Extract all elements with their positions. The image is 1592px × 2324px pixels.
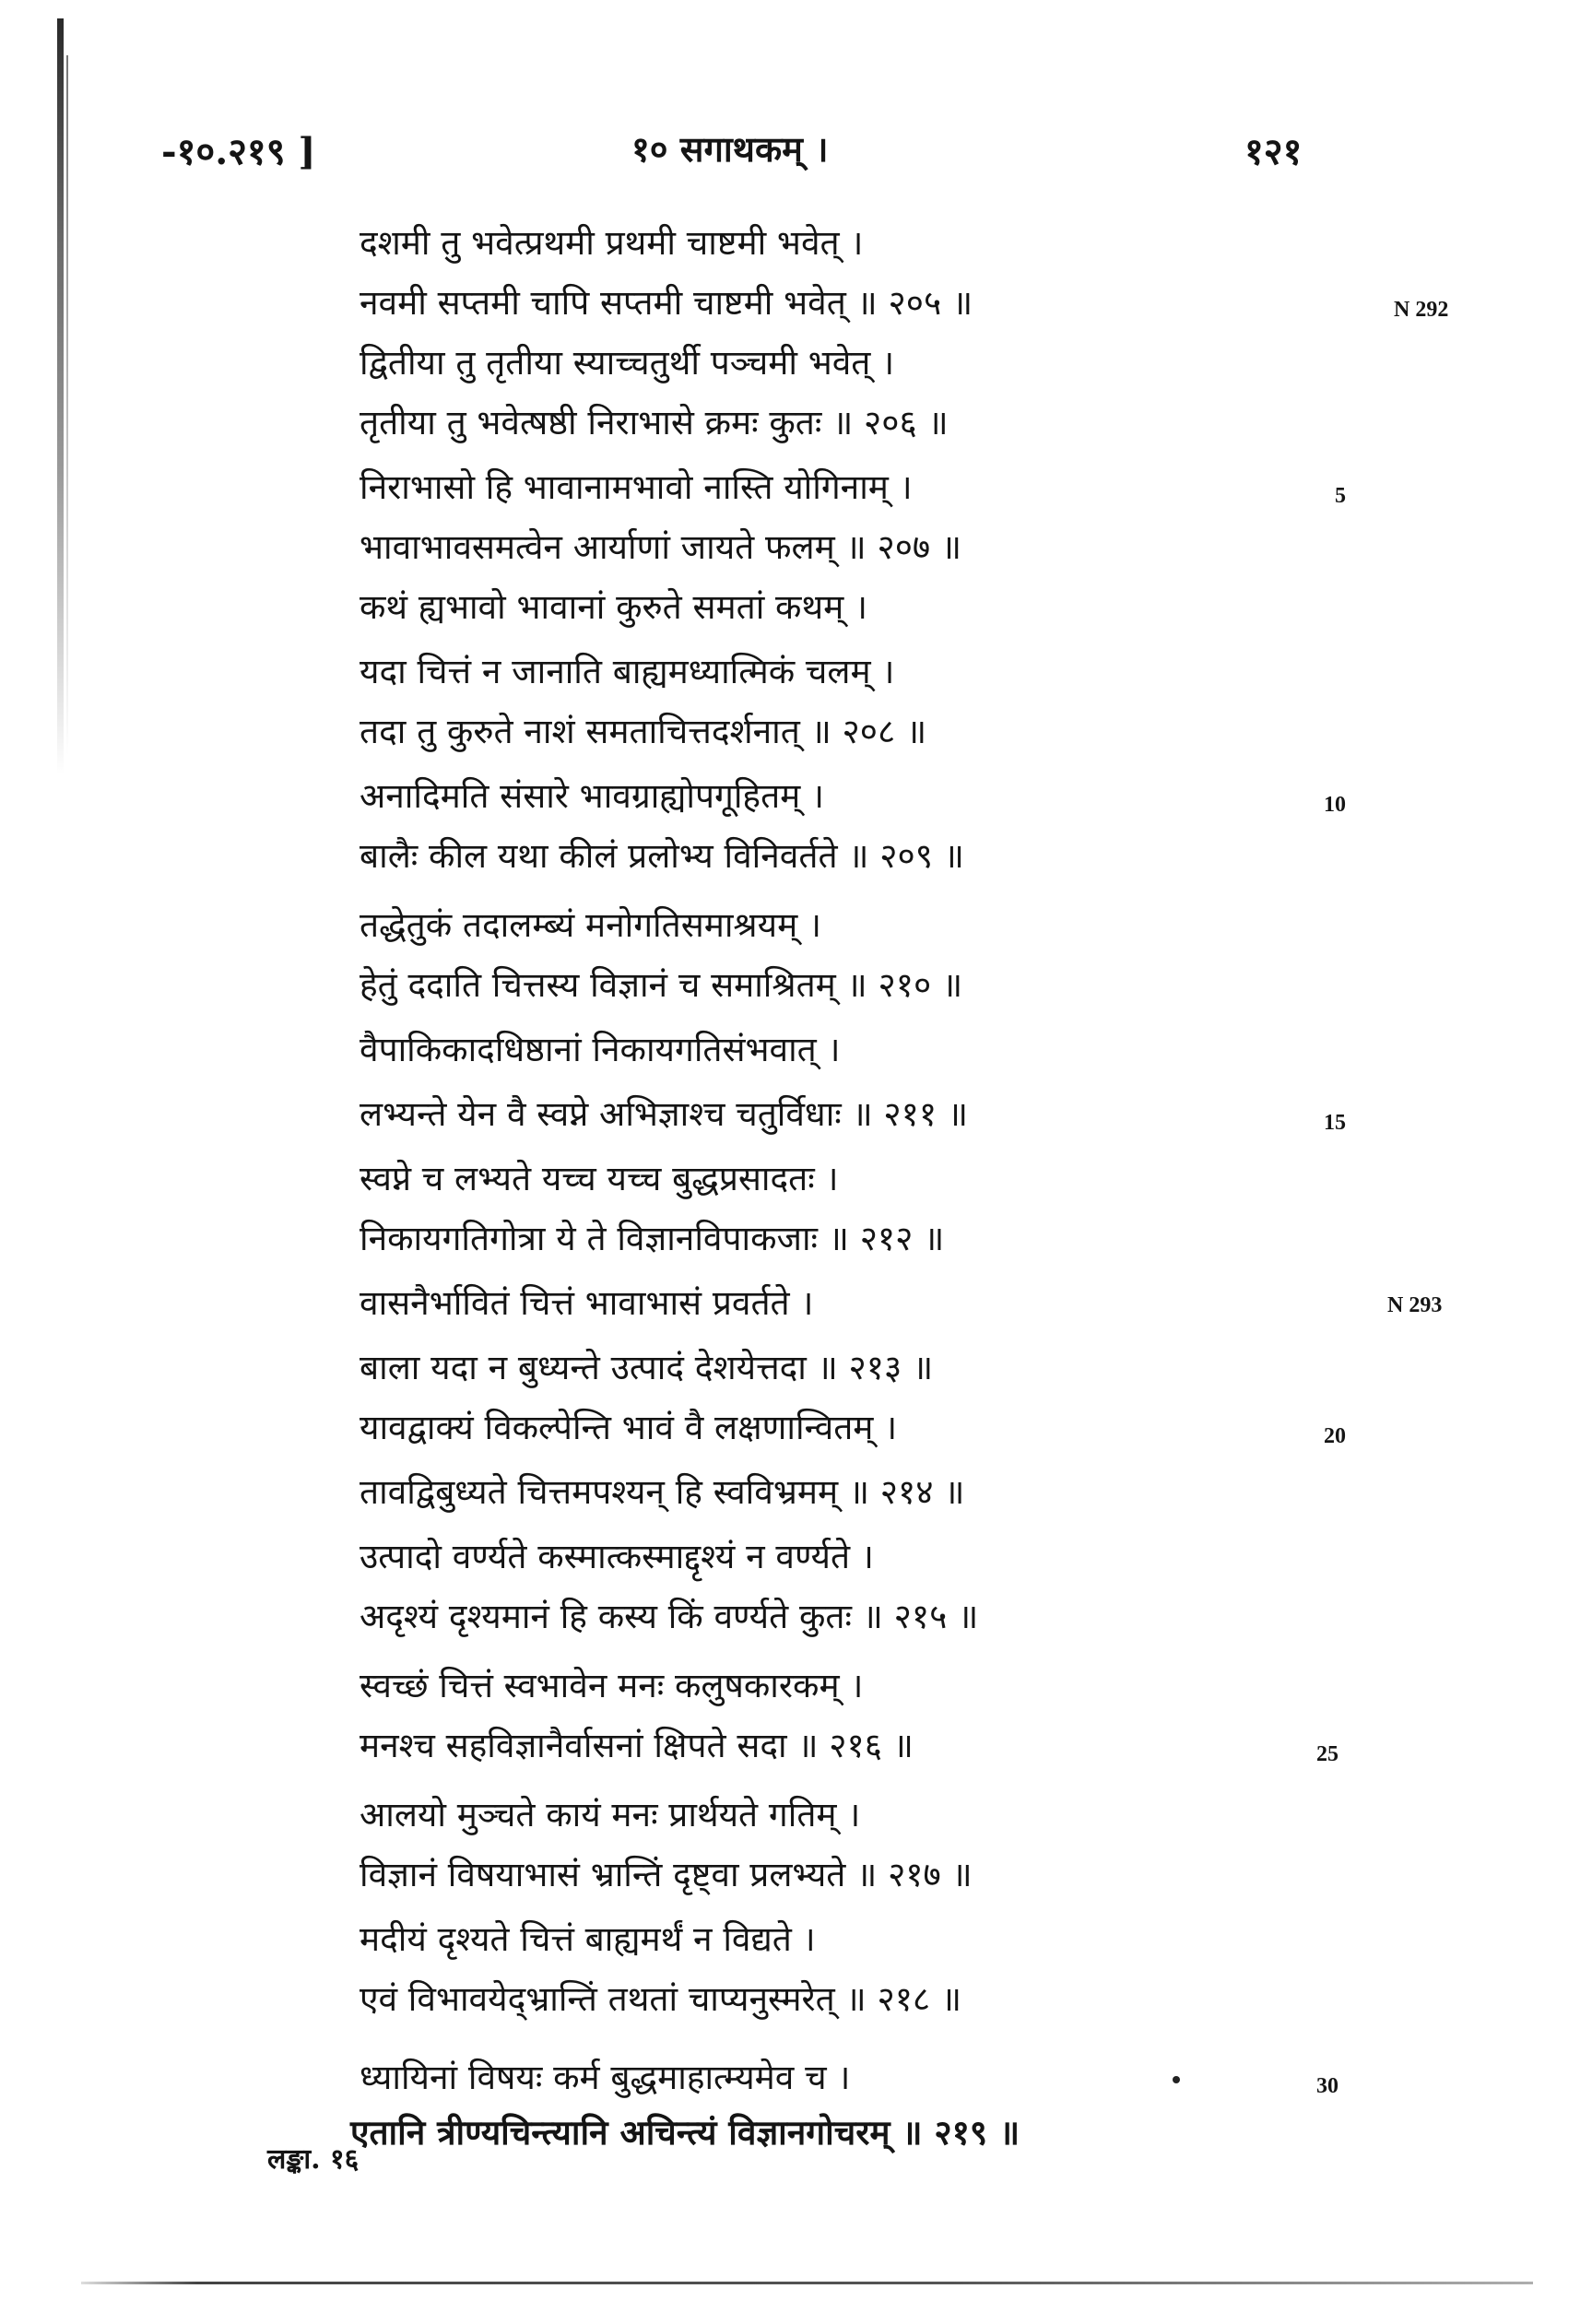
verse-line: निकायगतिगोत्रा ये ते विज्ञानविपाकजाः ॥ २१२ ॥ <box>360 1219 945 1258</box>
verse-line: तृतीया तु भवेत्षष्ठी निराभासे क्रमः कुतः ॥ २०६ ॥ <box>360 403 949 442</box>
verse-line: भावाभावसमत्वेन आर्याणां जायते फलम् ॥ २०७ ॥ <box>360 527 962 567</box>
verse-line: एवं विभावयेद्भ्रान्तिं तथतां चाप्यनुस्मरेत् ॥ २१८ ॥ <box>360 1979 962 2019</box>
verse-line: मनश्च सहविज्ञानैर्वासनां क्षिपते सदा ॥ २१६ ॥ <box>360 1726 914 1765</box>
verse-line: आलयो मुञ्चते कायं मनः प्रार्थयते गतिम् । <box>360 1795 861 1834</box>
verse-line: लभ्यन्ते येन वै स्वप्ने अभिज्ञाश्च चतुर्विधाः ॥ २११ ॥ <box>360 1094 969 1134</box>
ink-speck <box>1173 2076 1180 2083</box>
verse-line: यदा चित्तं न जानाति बाह्यमध्यात्मिकं चलम् । <box>360 652 895 691</box>
verse-line: अनादिमति संसारे भावग्राह्योपगूहितम् । <box>360 776 825 816</box>
verse-line: द्वितीया तु तृतीया स्याच्चतुर्थी पञ्चमी भवेत् । <box>360 343 895 383</box>
line-number: 5 <box>1335 484 1346 508</box>
verse-line: स्वच्छं चित्तं स्वभावेन मनः कलुषकारकम् । <box>360 1666 864 1705</box>
verse-line: ध्यायिनां विषयः कर्म बुद्धमाहात्म्यमेव च । <box>360 2058 851 2097</box>
manuscript-ref: N 292 <box>1394 298 1449 322</box>
verse-line: कथं ह्यभावो भावानां कुरुते समतां कथम् । <box>360 587 868 627</box>
verse-line: हेतुं ददाति चित्तस्य विज्ञानं च समाश्रितम् ॥ २१० ॥ <box>360 965 963 1005</box>
verse-line: वैपाकिकादधिष्ठानां निकायगतिसंभवात् । <box>360 1030 841 1069</box>
verse-line: दशमी तु भवेत्प्रथमी प्रथमी चाष्टमी भवेत् । <box>360 223 864 263</box>
verse-line: तावद्विबुध्यते चित्तमपश्यन् हि स्वविभ्रमम् ॥ २१४ ॥ <box>360 1472 965 1512</box>
line-number: 20 <box>1324 1424 1346 1448</box>
verse-line: वासनैर्भावितं चित्तं भावाभासं प्रवर्तते । <box>360 1283 814 1323</box>
verse-range: -१०.२१९ ] <box>161 130 316 173</box>
verse-line: यावद्वाक्यं विकल्पेन्ति भावं वै लक्षणान्वितम् । <box>360 1408 898 1447</box>
verse-line: मदीयं दृश्यते चित्तं बाह्यमर्थं न विद्यते । <box>360 1919 816 1959</box>
running-header <box>0 124 1592 180</box>
page-number: १२१ <box>1244 130 1303 173</box>
verse-line: तद्धेतुकं तदालम्ब्यं मनोगतिसमाश्रयम् । <box>360 905 822 945</box>
verse-line: नवमी सप्तमी चापि सप्तमी चाष्टमी भवेत् ॥ २०५ ॥ <box>360 283 973 323</box>
verse-line: निराभासो हि भावानामभावो नास्ति योगिनाम् । <box>360 467 913 507</box>
manuscript-ref: N 293 <box>1387 1293 1443 1317</box>
verse-line: अदृश्यं दृश्यमानं हि कस्य किं वर्ण्यते कुतः ॥ २१५ ॥ <box>360 1597 979 1636</box>
printer-signature: लङ्का. १६ <box>267 2143 360 2176</box>
verse-line: बालैः कील यथा कीलं प्रलोभ्य विनिवर्तते ॥ २०९ ॥ <box>360 836 964 876</box>
verse-line: स्वप्ने च लभ्यते यच्च यच्च बुद्धप्रसादतः । <box>360 1159 839 1198</box>
verse-line: बाला यदा न बुध्यन्ते उत्पादं देशयेत्तदा ॥ २१३ ॥ <box>360 1348 934 1387</box>
verse-line: एतानि त्रीण्यचिन्त्यानि अचिन्त्यं विज्ञानगोचरम् ॥ २१९ ॥ <box>350 2112 1020 2153</box>
line-number: 10 <box>1324 793 1346 817</box>
verse-line: उत्पादो वर्ण्यते कस्मात्कस्माद्दृश्यं न वर्ण्यते । <box>360 1537 874 1576</box>
verse-line: विज्ञानं विषयाभासं भ्रान्तिं दृष्ट्वा प्रलभ्यते ॥ २१७ ॥ <box>360 1855 973 1894</box>
bottom-rule <box>81 2282 1533 2284</box>
chapter-title: १० सगाथकम् । <box>631 128 829 170</box>
line-number: 25 <box>1316 1742 1338 1766</box>
verse-line: तदा तु कुरुते नाशं समताचित्तदर्शनात् ॥ २०८ ॥ <box>360 712 927 751</box>
line-number: 15 <box>1324 1111 1346 1135</box>
line-number: 30 <box>1316 2074 1338 2098</box>
